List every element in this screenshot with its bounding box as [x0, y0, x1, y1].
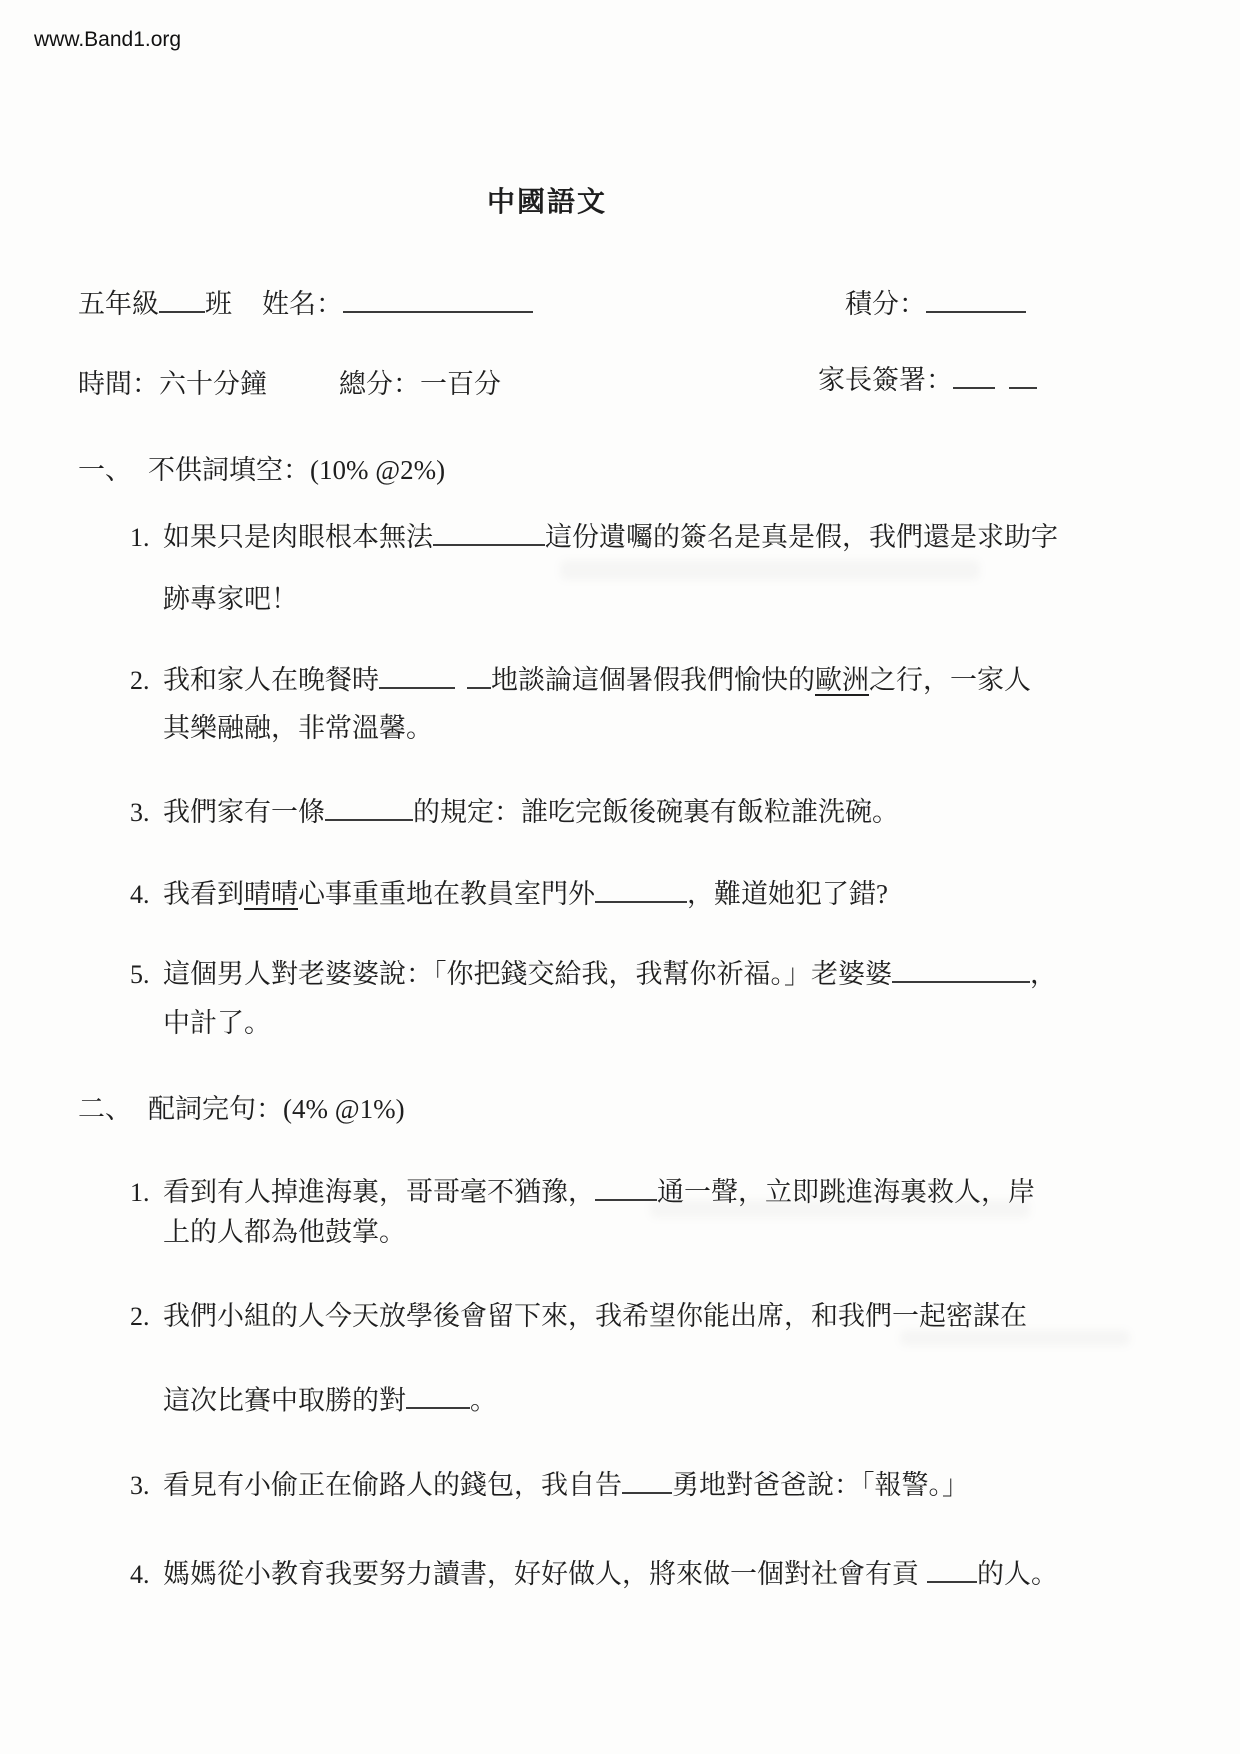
question-number: 1. — [130, 523, 150, 553]
text-run: 看見有小偷正在偷路人的錢包，我自告 — [163, 1470, 622, 1501]
text-run: 看到有人掉進海裏，哥哥毫不猶豫， — [163, 1177, 595, 1208]
spacer — [919, 1582, 927, 1583]
text-run: 這次比賽中取勝的對 — [163, 1385, 406, 1416]
text-run: 上的人都為他鼓掌。 — [163, 1217, 406, 1247]
fill-in-blank — [1009, 363, 1037, 389]
text-run: ，難道她犯了錯? — [687, 879, 888, 910]
text-run: 心事重重地在教員室門外 — [298, 879, 595, 910]
question-number: 4. — [130, 880, 150, 910]
section-2-heading — [78, 1087, 405, 1126]
question-text — [163, 522, 1058, 552]
text-run: 的人。 — [977, 1559, 1058, 1590]
fill-in-blank — [406, 1383, 470, 1409]
fill-in-blank — [343, 287, 533, 313]
text-run: 通一聲，立即跳進海裏救人，岸 — [657, 1177, 1035, 1208]
text-run: 積分： — [845, 289, 926, 319]
fill-in-blank — [926, 287, 1026, 313]
text-run: 中計了。 — [163, 1008, 271, 1038]
question-text — [163, 1177, 1035, 1207]
question-number: 5. — [130, 960, 150, 990]
spacer — [267, 392, 339, 393]
question-line — [130, 663, 1031, 698]
spacer — [455, 688, 467, 689]
question-line — [130, 1175, 1035, 1210]
section-title: 不供詞填空：(10% @2%) — [148, 455, 446, 485]
question-number: 3. — [130, 1471, 150, 1501]
website-watermark: www.Band1.org — [34, 28, 182, 51]
text-run: 五年級 — [78, 289, 159, 319]
fill-in-blank — [379, 663, 455, 689]
spacer — [232, 312, 262, 313]
question-line — [163, 1216, 406, 1250]
text-run: 其樂融融，非常溫馨。 — [163, 713, 433, 743]
question-text — [163, 797, 899, 827]
question-line — [130, 877, 888, 912]
question-number: 2. — [130, 666, 150, 696]
text-run: 我和家人在晚餐時 — [163, 665, 379, 696]
text-run: 家長簽署： — [818, 365, 953, 395]
fill-in-blank — [595, 1175, 657, 1201]
question-text — [163, 1559, 1058, 1589]
text-run: 總分：一百分 — [339, 369, 501, 399]
text-run: 的規定：誰吃完飯後碗裏有飯粒誰洗碗。 — [413, 797, 899, 828]
section-1-heading — [78, 448, 445, 487]
text-run: 我們家有一條 — [163, 797, 325, 828]
text-run: 我看到 — [163, 879, 244, 910]
text-run: 之行，一家人 — [869, 665, 1031, 696]
question-line — [163, 1007, 271, 1041]
text-run: 勇地對爸爸說：「報警。」 — [672, 1470, 969, 1501]
text-run: 時間：六十分鐘 — [78, 369, 267, 399]
time-total-row — [78, 362, 501, 401]
proper-noun-underline: 歐洲 — [815, 665, 869, 696]
text-run: 這份遺囑的簽名是真是假，我們還是求助字 — [545, 522, 1058, 553]
question-line — [130, 1557, 1058, 1592]
question-line — [130, 1300, 1027, 1334]
question-line — [163, 712, 433, 746]
scan-artifact — [560, 560, 980, 580]
question-text — [163, 1301, 1027, 1331]
question-line — [130, 795, 899, 830]
question-text — [163, 879, 888, 909]
section-number: 二、 — [78, 1094, 132, 1124]
parent-signature-row — [818, 358, 1037, 397]
question-number: 3. — [130, 798, 150, 828]
text-run: 如果只是肉眼根本無法 — [163, 522, 433, 553]
text-run: 。 — [470, 1385, 497, 1416]
fill-in-blank — [927, 1557, 977, 1583]
question-number: 2. — [130, 1302, 150, 1331]
question-text — [163, 665, 1031, 695]
fill-in-blank — [622, 1468, 672, 1494]
page-title: 中國語文 — [487, 187, 608, 218]
question-line — [130, 520, 1058, 555]
question-text — [163, 959, 1057, 989]
score-row — [845, 282, 1026, 321]
proper-noun-underline: 晴晴 — [244, 879, 298, 910]
section-title: 配詞完句：(4% @1%) — [148, 1094, 405, 1124]
fill-in-blank — [953, 363, 995, 389]
question-line — [163, 1383, 497, 1418]
text-run: ， — [1030, 959, 1057, 990]
question-line — [130, 957, 1057, 992]
question-line — [163, 583, 298, 617]
text-run: 這個男人對老婆婆說：「你把錢交給我，我幫你祈福。」老婆婆 — [163, 959, 892, 990]
fill-in-blank — [159, 287, 205, 313]
text-run: 跡專家吧！ — [163, 584, 298, 614]
text-run: 地談論這個暑假我們愉快的 — [491, 665, 815, 696]
fill-in-blank — [892, 957, 1030, 983]
question-number: 4. — [130, 1560, 150, 1590]
text-run: 班 — [205, 289, 232, 319]
section-number: 一、 — [78, 455, 132, 485]
text-run: 姓名： — [262, 289, 343, 319]
spacer — [995, 388, 1009, 389]
question-text — [163, 1470, 969, 1500]
fill-in-blank — [433, 520, 545, 546]
text-run: 媽媽從小教育我要努力讀書，好好做人，將來做一個對社會有貢 — [163, 1559, 919, 1590]
question-number: 1. — [130, 1178, 150, 1208]
fill-in-blank — [467, 663, 491, 689]
text-run: 我們小組的人今天放學後會留下來，我希望你能出席，和我們一起密謀在 — [163, 1301, 1027, 1331]
fill-in-blank — [595, 877, 687, 903]
fill-in-blank — [325, 795, 413, 821]
question-line — [130, 1468, 969, 1503]
grade-class-name-row — [78, 282, 533, 321]
